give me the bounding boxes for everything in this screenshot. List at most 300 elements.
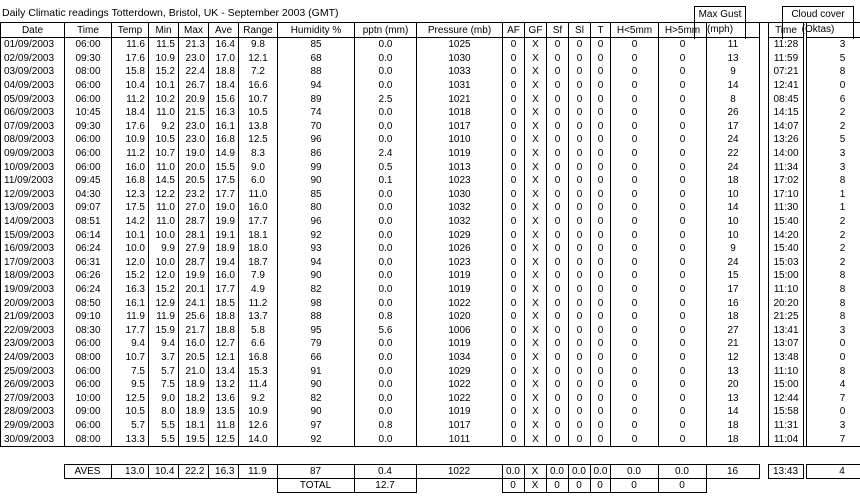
row-spacer <box>760 147 769 161</box>
cell-h-lt-5mm: 0 <box>611 52 659 66</box>
column-header-10: AF <box>503 23 525 38</box>
cell-gust-time: 11:34 <box>769 160 804 174</box>
cell-temp: 10.9 <box>112 133 149 147</box>
cell-time: 10:00 <box>65 391 112 405</box>
cell-h-lt-5mm: 0 <box>611 323 659 337</box>
cell-ave: 12.1 <box>209 351 239 365</box>
cell-temp: 17.7 <box>112 323 149 337</box>
cell-max-gust: 13 <box>707 391 760 405</box>
cell-gust-time: 14:00 <box>769 147 804 161</box>
cell-range: 6.6 <box>239 337 278 351</box>
cell-sf: 0 <box>547 174 569 188</box>
cell-pressure: 1032 <box>417 215 503 229</box>
cell-t: 0 <box>591 337 611 351</box>
cell-date: 16/09/2003 <box>1 242 65 256</box>
cell-af: 0 <box>503 283 525 297</box>
total-hlt: 0 <box>610 479 658 493</box>
cell-sl: 0 <box>569 106 591 120</box>
cell-time: 06:14 <box>65 228 112 242</box>
cell-min: 9.0 <box>149 391 179 405</box>
cell-date: 04/09/2003 <box>1 79 65 93</box>
cell-ave: 14.9 <box>209 147 239 161</box>
cell-max-gust: 15 <box>707 269 760 283</box>
cell-max-gust: 10 <box>707 215 760 229</box>
cell-pptn: 2.5 <box>355 92 417 106</box>
cell-temp: 12.5 <box>112 391 149 405</box>
cell-max: 18.1 <box>179 419 209 433</box>
cell-pressure: 1033 <box>417 65 503 79</box>
cell-max: 23.0 <box>179 120 209 134</box>
cell-gf: X <box>525 296 547 310</box>
cell-max: 18.9 <box>179 378 209 392</box>
cell-max-gust: 20 <box>707 378 760 392</box>
cell-sf: 0 <box>547 215 569 229</box>
cell-gf: X <box>525 419 547 433</box>
cell-h-lt-5mm: 0 <box>611 92 659 106</box>
cell-h-gt-5mm: 0 <box>659 256 707 270</box>
cell-range: 9.8 <box>239 38 278 52</box>
cell-h-lt-5mm: 0 <box>611 79 659 93</box>
cell-date: 28/09/2003 <box>1 405 65 419</box>
cell-gf: X <box>525 106 547 120</box>
cell-sl: 0 <box>569 405 591 419</box>
cell-ave: 18.9 <box>209 242 239 256</box>
cell-h-gt-5mm: 0 <box>659 419 707 433</box>
cell-min: 10.7 <box>149 147 179 161</box>
cell-range: 11.0 <box>239 188 278 202</box>
cell-pressure: 1020 <box>417 310 503 324</box>
cell-date: 01/09/2003 <box>1 38 65 52</box>
cell-h-lt-5mm: 0 <box>611 432 659 446</box>
cell-humidity: 74 <box>278 106 355 120</box>
cell-h-lt-5mm: 0 <box>611 391 659 405</box>
cell-max-gust: 24 <box>707 160 760 174</box>
cell-af: 0 <box>503 405 525 419</box>
cell-sf: 0 <box>547 120 569 134</box>
cell-pressure: 1034 <box>417 351 503 365</box>
row-spacer <box>760 432 769 446</box>
cell-gf: X <box>525 283 547 297</box>
cell-pptn: 0.0 <box>355 405 417 419</box>
total-pptn: 12.7 <box>354 479 416 493</box>
cell-h-gt-5mm: 0 <box>659 351 707 365</box>
cell-sf: 0 <box>547 133 569 147</box>
cell-sl: 0 <box>569 215 591 229</box>
cell-cloud-cover: 3 <box>807 419 860 433</box>
cell-gf: X <box>525 38 547 52</box>
sheet-title: Daily Climatic readings Totterdown, Bristol, UK - September 2003 (GMT) <box>2 7 339 19</box>
cell-range: 7.2 <box>239 65 278 79</box>
cell-range: 16.6 <box>239 79 278 93</box>
cell-date: 13/09/2003 <box>1 201 65 215</box>
cell-time: 06:26 <box>65 269 112 283</box>
aves-humidity: 87 <box>277 465 354 479</box>
cell-max: 19.0 <box>179 147 209 161</box>
cell-temp: 17.6 <box>112 52 149 66</box>
cell-h-gt-5mm: 0 <box>659 296 707 310</box>
cell-pressure: 1021 <box>417 92 503 106</box>
cell-h-gt-5mm: 0 <box>659 378 707 392</box>
cell-cloud-cover: 2 <box>807 228 860 242</box>
cell-af: 0 <box>503 215 525 229</box>
cell-t: 0 <box>591 242 611 256</box>
cell-range: 16.0 <box>239 201 278 215</box>
cell-min: 10.0 <box>149 228 179 242</box>
cell-gf: X <box>525 364 547 378</box>
cell-temp: 10.5 <box>112 405 149 419</box>
cell-af: 0 <box>503 38 525 52</box>
cell-ave: 13.6 <box>209 391 239 405</box>
cell-af: 0 <box>503 242 525 256</box>
cell-humidity: 96 <box>278 215 355 229</box>
table-row <box>1 269 860 283</box>
cell-gf: X <box>525 310 547 324</box>
cell-sf: 0 <box>547 283 569 297</box>
cell-gf: X <box>525 378 547 392</box>
cell-temp: 18.4 <box>112 106 149 120</box>
cell-cloud-cover: 8 <box>807 310 860 324</box>
cell-time: 06:00 <box>65 147 112 161</box>
cell-gf: X <box>525 133 547 147</box>
cell-cloud-cover: 2 <box>807 120 860 134</box>
cell-sf: 0 <box>547 52 569 66</box>
cell-date: 10/09/2003 <box>1 160 65 174</box>
cell-pressure: 1032 <box>417 201 503 215</box>
cell-ave: 13.2 <box>209 378 239 392</box>
table-row <box>1 174 860 188</box>
cell-sl: 0 <box>569 378 591 392</box>
cell-ave: 18.5 <box>209 296 239 310</box>
cell-h-gt-5mm: 0 <box>659 242 707 256</box>
cell-pressure: 1030 <box>417 188 503 202</box>
cell-h-gt-5mm: 0 <box>659 215 707 229</box>
cell-pptn: 0.0 <box>355 79 417 93</box>
cell-gust-time: 15:58 <box>769 405 804 419</box>
table-row <box>1 188 860 202</box>
cell-range: 13.8 <box>239 120 278 134</box>
cell-range: 16.8 <box>239 351 278 365</box>
cell-gf: X <box>525 337 547 351</box>
cell-h-lt-5mm: 0 <box>611 242 659 256</box>
cell-gust-time: 11:31 <box>769 419 804 433</box>
cell-max: 20.9 <box>179 92 209 106</box>
column-header-0: Date <box>1 23 65 38</box>
column-header-3: Min <box>149 23 179 38</box>
total-af: 0 <box>502 479 524 493</box>
cell-af: 0 <box>503 323 525 337</box>
cell-sl: 0 <box>569 201 591 215</box>
cell-temp: 10.7 <box>112 351 149 365</box>
cell-h-lt-5mm: 0 <box>611 269 659 283</box>
cell-time: 06:00 <box>65 419 112 433</box>
cell-gf: X <box>525 201 547 215</box>
table-row <box>1 228 860 242</box>
cell-temp: 10.4 <box>112 79 149 93</box>
cell-max: 21.3 <box>179 38 209 52</box>
cell-sf: 0 <box>547 351 569 365</box>
cell-time: 06:24 <box>65 242 112 256</box>
cell-humidity: 66 <box>278 351 355 365</box>
cell-gust-time: 11:10 <box>769 283 804 297</box>
cell-h-gt-5mm: 0 <box>659 38 707 52</box>
cell-temp: 11.2 <box>112 92 149 106</box>
cell-range: 11.2 <box>239 296 278 310</box>
cell-h-gt-5mm: 0 <box>659 133 707 147</box>
cell-sf: 0 <box>547 269 569 283</box>
cell-range: 12.6 <box>239 419 278 433</box>
cell-pressure: 1022 <box>417 378 503 392</box>
cell-sf: 0 <box>547 242 569 256</box>
cell-cloud-cover: 4 <box>807 378 860 392</box>
cell-gf: X <box>525 92 547 106</box>
cell-max: 19.5 <box>179 432 209 446</box>
cell-ave: 17.0 <box>209 52 239 66</box>
table-row <box>1 120 860 134</box>
cell-min: 14.5 <box>149 174 179 188</box>
cell-pptn: 0.0 <box>355 391 417 405</box>
table-row <box>1 65 860 79</box>
cell-humidity: 82 <box>278 391 355 405</box>
cell-pptn: 2.4 <box>355 147 417 161</box>
cell-t: 0 <box>591 106 611 120</box>
cell-ave: 12.7 <box>209 337 239 351</box>
cell-gf: X <box>525 52 547 66</box>
cell-max: 20.5 <box>179 174 209 188</box>
cell-max: 28.7 <box>179 256 209 270</box>
total-hgt: 0 <box>658 479 706 493</box>
row-spacer <box>760 38 769 52</box>
aves-pptn: 0.4 <box>354 465 416 479</box>
cell-min: 8.0 <box>149 405 179 419</box>
cell-range: 10.9 <box>239 405 278 419</box>
cell-h-lt-5mm: 0 <box>611 256 659 270</box>
cell-ave: 15.6 <box>209 92 239 106</box>
cell-pptn: 0.8 <box>355 419 417 433</box>
cell-max-gust: 18 <box>707 419 760 433</box>
cell-cloud-cover: 1 <box>807 188 860 202</box>
cell-af: 0 <box>503 228 525 242</box>
cell-humidity: 90 <box>278 269 355 283</box>
cell-gust-time: 11:59 <box>769 52 804 66</box>
cell-max: 23.0 <box>179 52 209 66</box>
cell-ave: 13.4 <box>209 364 239 378</box>
table-row <box>1 351 860 365</box>
cell-min: 10.2 <box>149 92 179 106</box>
cell-max: 18.9 <box>179 405 209 419</box>
cell-pressure: 1019 <box>417 337 503 351</box>
cell-humidity: 93 <box>278 242 355 256</box>
cell-range: 15.3 <box>239 364 278 378</box>
cell-temp: 11.2 <box>112 147 149 161</box>
cell-t: 0 <box>591 38 611 52</box>
row-spacer <box>760 133 769 147</box>
cell-min: 10.0 <box>149 256 179 270</box>
cell-h-gt-5mm: 0 <box>659 337 707 351</box>
aves-sl: 0.0 <box>568 465 590 479</box>
cell-h-lt-5mm: 0 <box>611 215 659 229</box>
cell-gust-time: 20:20 <box>769 296 804 310</box>
table-row <box>1 147 860 161</box>
cell-min: 9.9 <box>149 242 179 256</box>
cell-ave: 19.1 <box>209 228 239 242</box>
cell-cloud-cover: 2 <box>807 242 860 256</box>
cell-max: 19.9 <box>179 269 209 283</box>
cell-cloud-cover: 7 <box>807 432 860 446</box>
cell-gust-time: 17:02 <box>769 174 804 188</box>
cell-gf: X <box>525 351 547 365</box>
cell-humidity: 88 <box>278 310 355 324</box>
cell-min: 10.1 <box>149 79 179 93</box>
cell-ave: 13.5 <box>209 405 239 419</box>
cell-h-gt-5mm: 0 <box>659 174 707 188</box>
cell-h-lt-5mm: 0 <box>611 419 659 433</box>
cell-cloud-cover: 0 <box>807 337 860 351</box>
cell-humidity: 90 <box>278 174 355 188</box>
cell-cloud-cover: 3 <box>807 147 860 161</box>
cell-sf: 0 <box>547 228 569 242</box>
cell-h-lt-5mm: 0 <box>611 106 659 120</box>
daily-readings-table <box>0 38 860 447</box>
cell-h-lt-5mm: 0 <box>611 133 659 147</box>
cell-gust-time: 15:40 <box>769 215 804 229</box>
cell-max: 23.0 <box>179 133 209 147</box>
cell-date: 11/09/2003 <box>1 174 65 188</box>
cell-pressure: 1029 <box>417 364 503 378</box>
cell-temp: 9.5 <box>112 378 149 392</box>
cell-cloud-cover: 8 <box>807 65 860 79</box>
cell-gust-time: 11:10 <box>769 364 804 378</box>
cell-min: 12.0 <box>149 269 179 283</box>
cell-gf: X <box>525 120 547 134</box>
column-header-16: H>5mm <box>659 23 707 38</box>
cell-t: 0 <box>591 405 611 419</box>
cell-af: 0 <box>503 65 525 79</box>
column-header-2: Temp <box>112 23 149 38</box>
table-row <box>1 391 860 405</box>
cell-humidity: 90 <box>278 405 355 419</box>
cell-max: 22.4 <box>179 65 209 79</box>
cell-ave: 16.8 <box>209 133 239 147</box>
table-row <box>1 201 860 215</box>
cell-humidity: 96 <box>278 133 355 147</box>
cell-af: 0 <box>503 52 525 66</box>
cell-sf: 0 <box>547 405 569 419</box>
cell-temp: 13.3 <box>112 432 149 446</box>
cell-h-gt-5mm: 0 <box>659 120 707 134</box>
cell-humidity: 82 <box>278 283 355 297</box>
cell-t: 0 <box>591 52 611 66</box>
cell-max-gust: 24 <box>707 133 760 147</box>
cell-pptn: 0.0 <box>355 269 417 283</box>
cell-max: 21.0 <box>179 364 209 378</box>
cell-ave: 18.4 <box>209 79 239 93</box>
cell-gf: X <box>525 215 547 229</box>
cell-max-gust: 22 <box>707 147 760 161</box>
cell-ave: 11.8 <box>209 419 239 433</box>
cell-temp: 16.3 <box>112 283 149 297</box>
cell-gf: X <box>525 65 547 79</box>
cell-cloud-cover: 8 <box>807 296 860 310</box>
cell-gust-time: 17:10 <box>769 188 804 202</box>
cell-h-lt-5mm: 0 <box>611 160 659 174</box>
cell-max-gust: 14 <box>707 405 760 419</box>
cell-min: 10.9 <box>149 52 179 66</box>
cell-t: 0 <box>591 378 611 392</box>
cell-pressure: 1030 <box>417 52 503 66</box>
row-spacer <box>760 419 769 433</box>
cell-t: 0 <box>591 391 611 405</box>
cell-pressure: 1029 <box>417 228 503 242</box>
column-header-21 <box>807 23 860 38</box>
cell-gust-time: 11:28 <box>769 38 804 52</box>
cell-max-gust: 21 <box>707 337 760 351</box>
cell-cloud-cover: 3 <box>807 38 860 52</box>
cell-date: 24/09/2003 <box>1 351 65 365</box>
max-gust-header-line2: (mph) <box>706 24 734 35</box>
cell-humidity: 91 <box>278 364 355 378</box>
table-row <box>1 296 860 310</box>
cell-range: 14.0 <box>239 432 278 446</box>
cell-time: 04:30 <box>65 188 112 202</box>
cell-ave: 18.8 <box>209 310 239 324</box>
cell-af: 0 <box>503 174 525 188</box>
cell-sl: 0 <box>569 323 591 337</box>
cell-sl: 0 <box>569 38 591 52</box>
total-blank <box>64 479 111 493</box>
cell-humidity: 85 <box>278 38 355 52</box>
max-gust-header-line1: Max Gust <box>698 9 742 20</box>
cell-pptn: 0.0 <box>355 52 417 66</box>
cell-h-lt-5mm: 0 <box>611 147 659 161</box>
cell-date: 27/09/2003 <box>1 391 65 405</box>
cell-pptn: 0.0 <box>355 378 417 392</box>
cell-range: 12.1 <box>239 52 278 66</box>
cell-temp: 11.6 <box>112 38 149 52</box>
cell-sl: 0 <box>569 391 591 405</box>
cell-h-lt-5mm: 0 <box>611 174 659 188</box>
column-header-17 <box>707 23 760 38</box>
cell-time: 06:00 <box>65 38 112 52</box>
cell-cloud-cover: 0 <box>807 405 860 419</box>
cell-h-gt-5mm: 0 <box>659 228 707 242</box>
table-row <box>1 432 860 446</box>
cell-h-lt-5mm: 0 <box>611 228 659 242</box>
table-row <box>1 405 860 419</box>
cell-pptn: 0.0 <box>355 106 417 120</box>
cell-max: 21.5 <box>179 106 209 120</box>
cell-gf: X <box>525 323 547 337</box>
cell-pressure: 1006 <box>417 323 503 337</box>
cell-sf: 0 <box>547 364 569 378</box>
column-header-8: pptn (mm) <box>355 23 417 38</box>
cell-t: 0 <box>591 174 611 188</box>
cell-max-gust: 13 <box>707 52 760 66</box>
cell-cloud-cover: 8 <box>807 174 860 188</box>
cell-gf: X <box>525 79 547 93</box>
cell-pptn: 0.0 <box>355 364 417 378</box>
cell-time: 06:00 <box>65 79 112 93</box>
cell-time: 09:07 <box>65 201 112 215</box>
cell-humidity: 89 <box>278 92 355 106</box>
cell-max: 26.7 <box>179 79 209 93</box>
row-spacer <box>760 201 769 215</box>
cell-pressure: 1013 <box>417 160 503 174</box>
cell-t: 0 <box>591 201 611 215</box>
row-spacer <box>760 215 769 229</box>
cell-h-gt-5mm: 0 <box>659 201 707 215</box>
cell-humidity: 98 <box>278 296 355 310</box>
cell-pressure: 1023 <box>417 174 503 188</box>
